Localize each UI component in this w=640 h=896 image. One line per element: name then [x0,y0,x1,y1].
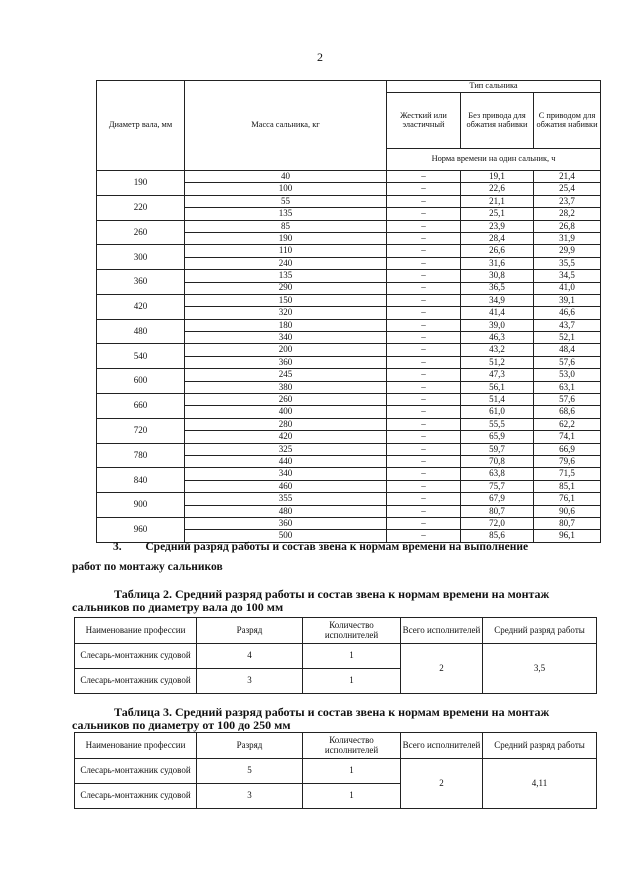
rigid-cell: – [387,517,461,529]
mass-cell: 340 [185,332,387,344]
section-3-title-line2: работ по монтажу сальников [72,561,223,573]
rigid-cell: – [387,294,461,306]
rigid-cell: – [387,257,461,269]
mass-cell: 360 [185,517,387,529]
rigid-cell: – [387,381,461,393]
with-drive-cell: 41,0 [534,282,601,294]
t3-row1-count: 1 [303,759,401,784]
rigid-cell: – [387,344,461,356]
diameter-cell: 480 [97,319,185,344]
rigid-cell: – [387,394,461,406]
with-drive-cell: 39,1 [534,294,601,306]
header-type-with-drive: С приводом для обжатия набивки [534,93,601,149]
diameter-cell: 360 [97,270,185,295]
diameter-cell: 900 [97,493,185,518]
mass-cell: 500 [185,530,387,542]
rigid-cell: – [387,195,461,207]
mass-cell: 440 [185,455,387,467]
diameter-cell: 840 [97,468,185,493]
table-row [97,394,601,406]
no-drive-cell: 56,1 [461,381,534,393]
t3-header-grade: Разряд [197,733,303,759]
diameter-cell: 300 [97,245,185,270]
mass-cell: 460 [185,480,387,492]
t2-row2-count: 1 [303,669,401,694]
no-drive-cell: 19,1 [461,171,534,183]
rigid-cell: – [387,505,461,517]
rigid-cell: – [387,307,461,319]
rigid-cell: – [387,220,461,232]
diameter-cell: 540 [97,344,185,369]
rigid-cell: – [387,480,461,492]
mass-cell: 180 [185,319,387,331]
no-drive-cell: 43,2 [461,344,534,356]
diameter-cell: 260 [97,220,185,245]
t3-row1-profession: Слесарь-монтажник судовой [75,759,197,784]
mass-cell: 135 [185,208,387,220]
diameter-cell: 660 [97,394,185,419]
with-drive-cell: 57,6 [534,394,601,406]
rigid-cell: – [387,443,461,455]
mass-cell: 260 [185,394,387,406]
with-drive-cell: 43,7 [534,319,601,331]
mass-cell: 420 [185,431,387,443]
no-drive-cell: 31,6 [461,257,534,269]
header-gland-type: Тип сальника [387,81,601,93]
table-row [97,369,601,381]
t2-row2-grade: 3 [197,669,303,694]
rigid-cell: – [387,171,461,183]
t2-header-profession: Наименование профессии [75,618,197,644]
table-row [97,468,601,480]
mass-cell: 380 [185,381,387,393]
no-drive-cell: 22,6 [461,183,534,195]
header-time-norm: Норма времени на один сальник, ч [387,149,601,171]
with-drive-cell: 34,5 [534,270,601,282]
table-row [97,245,601,257]
no-drive-cell: 51,4 [461,394,534,406]
table-row [97,344,601,356]
t2-avg-grade: 3,5 [483,644,597,694]
with-drive-cell: 53,0 [534,369,601,381]
t3-header-avg-grade: Средний разряд работы [483,733,597,759]
crew-table-100-to-250 [74,732,597,809]
no-drive-cell: 30,8 [461,270,534,282]
rigid-cell: – [387,332,461,344]
table3-caption-line1: Таблица 3. Средний разряд работы и состав звена к нормам времени на монтаж [114,705,550,719]
t3-row2-grade: 3 [197,784,303,809]
mass-cell: 245 [185,369,387,381]
section-3-title-line1: Средний разряд работы и состав звена к нормам времени на выполнение [145,541,529,553]
no-drive-cell: 23,9 [461,220,534,232]
mass-cell: 480 [185,505,387,517]
t2-header-total: Всего исполнителей [401,618,483,644]
no-drive-cell: 63,8 [461,468,534,480]
with-drive-cell: 35,5 [534,257,601,269]
diameter-cell: 960 [97,517,185,542]
with-drive-cell: 25,4 [534,183,601,195]
mass-cell: 200 [185,344,387,356]
with-drive-cell: 21,4 [534,171,601,183]
t3-header-count: Количество исполнителей [303,733,401,759]
t2-row1-profession: Слесарь-монтажник судовой [75,644,197,669]
t2-row1-count: 1 [303,644,401,669]
with-drive-cell: 79,6 [534,455,601,467]
rigid-cell: – [387,369,461,381]
with-drive-cell: 68,6 [534,406,601,418]
with-drive-cell: 26,8 [534,220,601,232]
rigid-cell: – [387,418,461,430]
with-drive-cell: 31,9 [534,232,601,244]
with-drive-cell: 23,7 [534,195,601,207]
rigid-cell: – [387,232,461,244]
t3-row2-count: 1 [303,784,401,809]
rigid-cell: – [387,270,461,282]
no-drive-cell: 47,3 [461,369,534,381]
no-drive-cell: 41,4 [461,307,534,319]
mass-cell: 100 [185,183,387,195]
with-drive-cell: 66,9 [534,443,601,455]
page-number: 2 [317,50,323,64]
with-drive-cell: 90,6 [534,505,601,517]
t3-row1-grade: 5 [197,759,303,784]
no-drive-cell: 80,7 [461,505,534,517]
table-row [97,418,601,430]
table3-caption-line2: сальников по диаметру от 100 до 250 мм [72,718,291,732]
rigid-cell: – [387,530,461,542]
mass-cell: 85 [185,220,387,232]
diameter-cell: 600 [97,369,185,394]
no-drive-cell: 70,8 [461,455,534,467]
table-row [97,171,601,183]
with-drive-cell: 96,1 [534,530,601,542]
with-drive-cell: 71,5 [534,468,601,480]
mass-cell: 320 [185,307,387,319]
t2-row1-grade: 4 [197,644,303,669]
mass-cell: 135 [185,270,387,282]
rigid-cell: – [387,431,461,443]
t2-header-count: Количество исполнителей [303,618,401,644]
t2-row2-profession: Слесарь-монтажник судовой [75,669,197,694]
diameter-cell: 420 [97,294,185,319]
header-shaft-diameter: Диаметр вала, мм [97,81,185,171]
diameter-cell: 190 [97,171,185,196]
with-drive-cell: 80,7 [534,517,601,529]
crew-table-up-to-100 [74,617,597,694]
mass-cell: 325 [185,443,387,455]
rigid-cell: – [387,406,461,418]
no-drive-cell: 36,5 [461,282,534,294]
no-drive-cell: 55,5 [461,418,534,430]
rigid-cell: – [387,282,461,294]
t3-header-profession: Наименование профессии [75,733,197,759]
section-3-number: 3. [113,541,122,553]
with-drive-cell: 63,1 [534,381,601,393]
mass-cell: 110 [185,245,387,257]
with-drive-cell: 76,1 [534,493,601,505]
mass-cell: 150 [185,294,387,306]
t2-total: 2 [401,644,483,694]
table-row [97,319,601,331]
no-drive-cell: 59,7 [461,443,534,455]
no-drive-cell: 85,6 [461,530,534,542]
section-3-heading [113,541,593,553]
t2-header-grade: Разряд [197,618,303,644]
no-drive-cell: 26,6 [461,245,534,257]
with-drive-cell: 57,6 [534,356,601,368]
no-drive-cell: 28,4 [461,232,534,244]
with-drive-cell: 74,1 [534,431,601,443]
mass-cell: 355 [185,493,387,505]
rigid-cell: – [387,319,461,331]
rigid-cell: – [387,468,461,480]
rigid-cell: – [387,208,461,220]
rigid-cell: – [387,245,461,257]
rigid-cell: – [387,183,461,195]
mass-cell: 400 [185,406,387,418]
rigid-cell: – [387,356,461,368]
no-drive-cell: 21,1 [461,195,534,207]
header-type-no-drive: Без привода для обжатия набивки [461,93,534,149]
table2-caption-line1: Таблица 2. Средний разряд работы и состав звена к нормам времени на монтаж [114,587,550,601]
table-row [97,270,601,282]
mass-cell: 190 [185,232,387,244]
with-drive-cell: 52,1 [534,332,601,344]
with-drive-cell: 29,9 [534,245,601,257]
no-drive-cell: 25,1 [461,208,534,220]
with-drive-cell: 46,6 [534,307,601,319]
no-drive-cell: 72,0 [461,517,534,529]
table-row [97,443,601,455]
table-row [97,517,601,529]
table-row [97,493,601,505]
diameter-cell: 780 [97,443,185,468]
t3-avg-grade: 4,11 [483,759,597,809]
no-drive-cell: 46,3 [461,332,534,344]
no-drive-cell: 67,9 [461,493,534,505]
mass-cell: 360 [185,356,387,368]
table-row [97,294,601,306]
rigid-cell: – [387,455,461,467]
no-drive-cell: 75,7 [461,480,534,492]
table-row [97,220,601,232]
no-drive-cell: 51,2 [461,356,534,368]
rigid-cell: – [387,493,461,505]
mass-cell: 280 [185,418,387,430]
no-drive-cell: 65,9 [461,431,534,443]
no-drive-cell: 34,9 [461,294,534,306]
with-drive-cell: 62,2 [534,418,601,430]
table-row [97,195,601,207]
with-drive-cell: 48,4 [534,344,601,356]
header-gland-mass: Масса сальника, кг [185,81,387,171]
t3-total: 2 [401,759,483,809]
t2-header-avg-grade: Средний разряд работы [483,618,597,644]
mass-cell: 240 [185,257,387,269]
t3-header-total: Всего исполнителей [401,733,483,759]
time-norms-table [96,80,601,543]
mass-cell: 40 [185,171,387,183]
t3-row2-profession: Слесарь-монтажник судовой [75,784,197,809]
mass-cell: 340 [185,468,387,480]
mass-cell: 55 [185,195,387,207]
no-drive-cell: 61,0 [461,406,534,418]
with-drive-cell: 28,2 [534,208,601,220]
table2-caption-line2: сальников по диаметру вала до 100 мм [72,600,284,614]
header-type-rigid: Жесткий или эластичный [387,93,461,149]
diameter-cell: 720 [97,418,185,443]
diameter-cell: 220 [97,195,185,220]
no-drive-cell: 39,0 [461,319,534,331]
with-drive-cell: 85,1 [534,480,601,492]
mass-cell: 290 [185,282,387,294]
